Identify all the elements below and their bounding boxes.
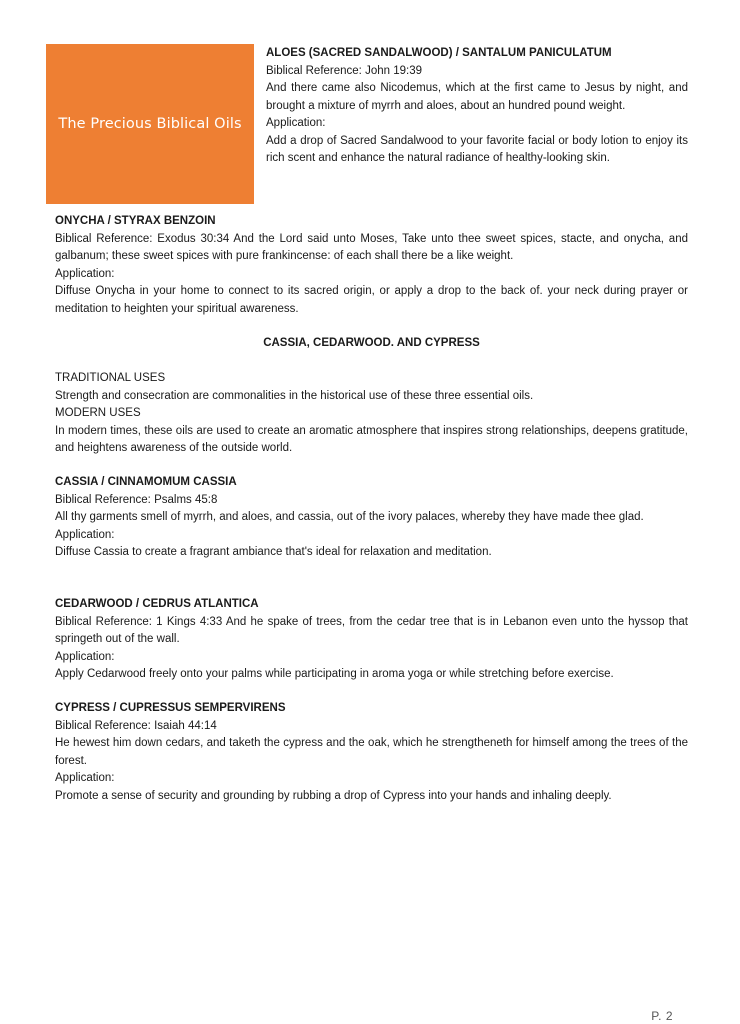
aloes-reference: Biblical Reference: John 19:39 bbox=[266, 64, 422, 77]
onycha-application: Diffuse Onycha in your home to connect to its sacred origin, or apply a drop to the back of. your neck during prayer or meditation to heighten your spiritual awareness. bbox=[55, 285, 688, 315]
cedarwood-heading: CEDARWOOD / CEDRUS ATLANTICA bbox=[55, 598, 259, 610]
onycha-heading: ONYCHA / STYRAX BENZOIN bbox=[55, 215, 216, 227]
cypress-section bbox=[55, 700, 688, 805]
aloes-section bbox=[266, 45, 688, 168]
cassia-application-label: Application: bbox=[55, 528, 115, 541]
onycha-reference: Biblical Reference: Exodus 30:34 And the Lord said unto Moses, Take unto thee sweet spices, stacte, and onycha, and galbanum; these sweet spices with pure frankincense: of each shall there be a like weight. bbox=[55, 232, 688, 262]
banner-title: The Precious Biblical Oils bbox=[58, 116, 242, 132]
cedarwood-application: Apply Cedarwood freely onto your palms while participating in aroma yoga or while stretching before exercise. bbox=[55, 668, 614, 680]
cedarwood-application-label: Application: bbox=[55, 650, 115, 663]
modern-uses-label: MODERN USES bbox=[55, 407, 141, 419]
aloes-heading: ALOES (SACRED SANDALWOOD) / SANTALUM PANICULATUM bbox=[266, 47, 612, 59]
title-banner bbox=[46, 44, 254, 204]
cassia-quote: All thy garments smell of myrrh, and aloes, and cassia, out of the ivory palaces, whereby they have made thee glad. bbox=[55, 511, 644, 523]
cypress-reference: Biblical Reference: Isaiah 44:14 bbox=[55, 719, 217, 732]
cassia-reference: Biblical Reference: Psalms 45:8 bbox=[55, 493, 218, 506]
aloes-quote: And there came also Nicodemus, which at the first came to Jesus by night, and brought a mixture of myrrh and aloes, about an hundred pound weight. bbox=[266, 82, 688, 112]
trio-title: CASSIA, CEDARWOOD. AND CYPRESS bbox=[263, 337, 480, 349]
cypress-application: Promote a sense of security and grounding by rubbing a drop of Cypress into your hands and inhaling deeply. bbox=[55, 789, 612, 802]
cedarwood-section bbox=[55, 596, 688, 684]
aloes-application-label: Application: bbox=[266, 117, 326, 129]
cedarwood-reference: Biblical Reference: 1 Kings 4:33 And he spake of trees, from the cedar tree that is in Lebanon even unto the hyssop that springeth out of the wall. bbox=[55, 615, 688, 645]
traditional-uses-text: Strength and consecration are commonalities in the historical use of these three essential oils. bbox=[55, 389, 534, 402]
trio-uses-section bbox=[55, 370, 688, 458]
cypress-quote: He hewest him down cedars, and taketh the cypress and the oak, which he strengtheneth for himself among the trees of the forest. bbox=[55, 737, 688, 767]
modern-uses-text: In modern times, these oils are used to create an aromatic atmosphere that inspires strong relationships, deepens gratitude, and heightens awareness of the outside world. bbox=[55, 424, 688, 454]
page-number: P. 2 bbox=[651, 1009, 673, 1023]
cassia-application: Diffuse Cassia to create a fragrant ambiance that's ideal for relaxation and meditation. bbox=[55, 546, 492, 558]
traditional-uses-label: TRADITIONAL USES bbox=[55, 372, 166, 384]
cassia-section bbox=[55, 474, 688, 562]
cypress-heading: CYPRESS / CUPRESSUS SEMPERVIRENS bbox=[55, 702, 286, 714]
onycha-application-label: Application: bbox=[55, 267, 115, 280]
onycha-section bbox=[55, 213, 688, 318]
cassia-heading: CASSIA / CINNAMOMUM CASSIA bbox=[55, 476, 237, 488]
aloes-application: Add a drop of Sacred Sandalwood to your favorite facial or body lotion to enjoy its rich scent and enhance the natural radiance of healthy-looking skin. bbox=[266, 134, 688, 164]
cypress-application-label: Application: bbox=[55, 772, 115, 784]
